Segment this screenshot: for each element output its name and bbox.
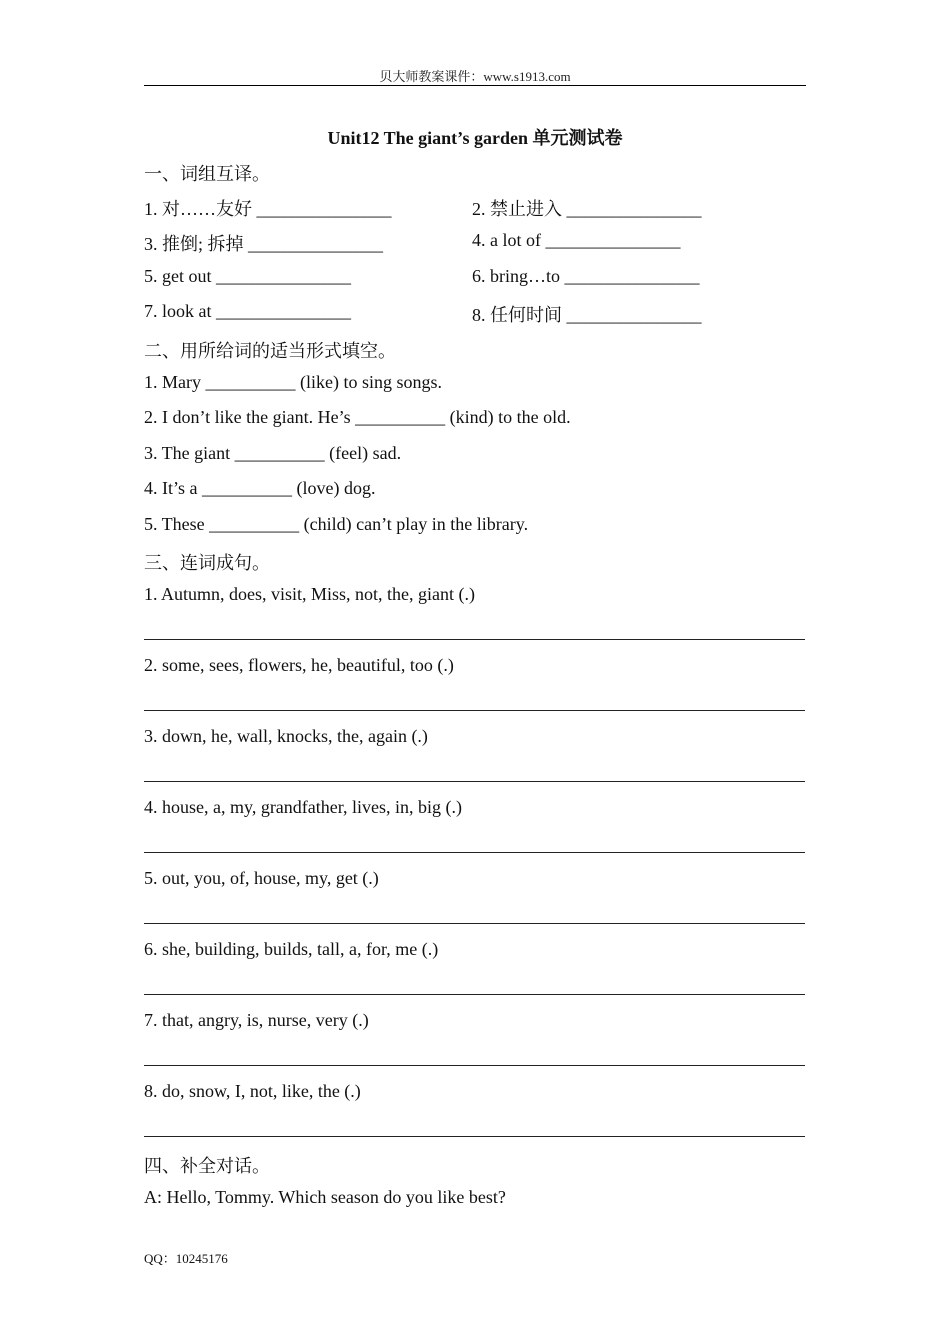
s2-item-2: 2. I don’t like the giant. He’s __________ (kind) to the old.: [144, 407, 571, 427]
s3-answer-line-8: [144, 1136, 805, 1137]
s3-answer-line-6: [144, 994, 805, 995]
s3-item-6: 6. she, building, builds, tall, a, for, me (.): [144, 939, 439, 959]
s2-item-3: 3. The giant __________ (feel) sad.: [144, 443, 402, 463]
s1-item-2: 2. 禁止进入 _______________: [472, 199, 702, 219]
s1-item-7: 7. look at _______________: [144, 301, 351, 321]
s1-item-3: 3. 推倒; 拆掉 _______________: [144, 234, 384, 254]
s3-item-4: 4. house, a, my, grandfather, lives, in, big (.): [144, 797, 463, 817]
s3-answer-line-1: [144, 639, 805, 640]
section2-heading: 二、用所给词的适当形式填空。: [144, 341, 396, 361]
s1-item-6: 6. bring…to _______________: [472, 266, 700, 286]
page-header: 贝大师教案课件：www.s1913.com: [379, 69, 571, 84]
s3-item-2: 2. some, sees, flowers, he, beautiful, too (.): [144, 655, 454, 675]
section1-heading: 一、词组互译。: [144, 164, 270, 184]
s3-answer-line-4: [144, 852, 805, 853]
s2-item-4: 4. It’s a __________ (love) dog.: [144, 478, 376, 498]
s1-item-4: 4. a lot of _______________: [472, 230, 681, 250]
section3-heading: 三、连词成句。: [144, 553, 270, 573]
s2-item-1: 1. Mary __________ (like) to sing songs.: [144, 372, 442, 392]
s1-item-8: 8. 任何时间 _______________: [472, 305, 702, 325]
s1-item-5: 5. get out _______________: [144, 266, 351, 286]
s3-item-8: 8. do, snow, I, not, like, the (.): [144, 1081, 361, 1101]
s3-item-1: 1. Autumn, does, visit, Miss, not, the, giant (.): [144, 584, 475, 604]
s3-item-7: 7. that, angry, is, nurse, very (.): [144, 1010, 369, 1030]
section4-heading: 四、补全对话。: [144, 1156, 270, 1176]
s2-item-5: 5. These __________ (child) can’t play in the library.: [144, 514, 529, 534]
s3-answer-line-7: [144, 1065, 805, 1066]
s3-item-5: 5. out, you, of, house, my, get (.): [144, 868, 379, 888]
s3-answer-line-3: [144, 781, 805, 782]
s3-answer-line-2: [144, 710, 805, 711]
s4-dialogue-line-1: A: Hello, Tommy. Which season do you like best?: [144, 1187, 506, 1207]
s3-item-3: 3. down, he, wall, knocks, the, again (.): [144, 726, 428, 746]
page-title: Unit12 The giant’s garden 单元测试卷: [327, 128, 623, 148]
header-rule: [144, 85, 806, 86]
s1-item-1: 1. 对……友好 _______________: [144, 199, 392, 219]
page-footer: QQ：10245176: [144, 1251, 228, 1266]
s3-answer-line-5: [144, 923, 805, 924]
